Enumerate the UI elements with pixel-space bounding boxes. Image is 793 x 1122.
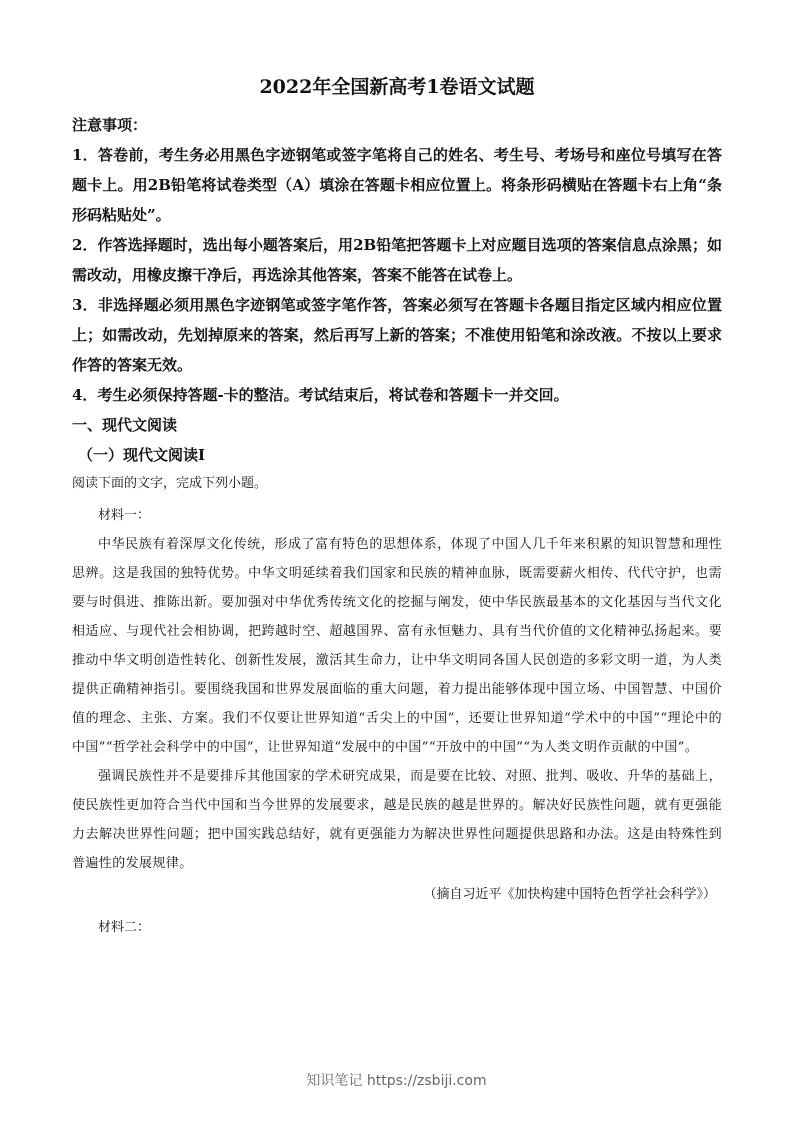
material-paragraph: 强调民族性并不是要排斥其他国家的学术研究成果，而是要在比较、对照、批判、吸收、升华的基础上，使民族性更加符合当代中国和当今世界的发展要求，越是民族的越是世界的。解决好民族性问题，就有更强能力去解决世界性问题；把中国实践总结好，就有更强能力为解决世界性问题提供思路和办法。这是由特殊性到普遍性的发展规律。 <box>72 769 722 871</box>
notice-item: 3．非选择题必须用黑色字迹钢笔或签字笔作答，答案必须写在答题卡各题目指定区域内相应位置上；如需改动，先划掉原来的答案，然后再写上新的答案；不准使用铅笔和涂改液。不按以上要求作答的答案无效。 <box>72 296 722 374</box>
exam-page <box>72 74 722 942</box>
material-label: 材料二： <box>98 920 151 935</box>
material-label: 材料一： <box>98 508 151 523</box>
material-two <box>72 914 722 942</box>
reading-instruction: 阅读下面的文字，完成下列小题。 <box>72 476 268 491</box>
footer-watermark: 知识笔记 https://zsbiji.com <box>306 1073 487 1089</box>
material-one <box>72 502 722 912</box>
notice-block <box>72 110 722 410</box>
notice-item: 4．考生必须保持答题-卡的整洁。考试结束后，将试卷和答题卡一并交回。 <box>72 386 569 404</box>
notice-item: 1．答卷前，考生务必用黑色字迹钢笔或签字笔将自己的姓名、考生号、考场号和座位号填写在答题卡上。用2B铅笔将试卷类型（A）填涂在答题卡相应位置上。将条形码横贴在答题卡右上角“条形码粘贴处”。 <box>72 146 722 224</box>
notice-heading: 注意事项： <box>72 116 148 134</box>
subsection-heading: （一）现代文阅读Ⅰ <box>78 446 206 464</box>
section-heading: 一、现代文阅读 <box>72 416 178 434</box>
material-source: （摘自习近平《加快构建中国特色哲学社会科学》） <box>423 887 716 902</box>
material-paragraph: 中华民族有着深厚文化传统，形成了富有特色的思想体系，体现了中国人几千年来积累的知识智慧和理性思辨。这是我国的独特优势。中华文明延续着我们国家和民族的精神血脉，既需要薪火相传、代代守护，也需要与时俱进、推陈出新。要加强对中华优秀传统文化的挖掘与阐发，使中华民族最基本的文化基因与当代文化相适应、与现代社会相协调，把跨越时空、超越国界、富有永恒魅力、具有当代价值的文化精神弘扬起来。要推动中华文明创造性转化、创新性发展，激活其生命力，让中华文明同各国人民创造的多彩文明一道，为人类提供正确精神指引。要围绕我国和世界发展面临的重大问题，着力提出能够体现中国立场、中国智慧、中国价值的理念、主张、方案。我们不仅要让世界知道“舌尖上的中国”，还要让世界知道“学术中的中国”“理论中的中国”“哲学社会科学中的中国”，让世界知道“发展中的中国”“开放中的中国”“为人类文明作贡献的中国”。 <box>72 537 722 755</box>
page-title: 2022年全国新高考1卷语文试题 <box>259 76 535 98</box>
notice-item: 2．作答选择题时，选出每小题答案后，用2B铅笔把答题卡上对应题目选项的答案信息点涂黑；如需改动，用橡皮擦干净后，再选涂其他答案，答案不能答在试卷上。 <box>72 236 722 284</box>
